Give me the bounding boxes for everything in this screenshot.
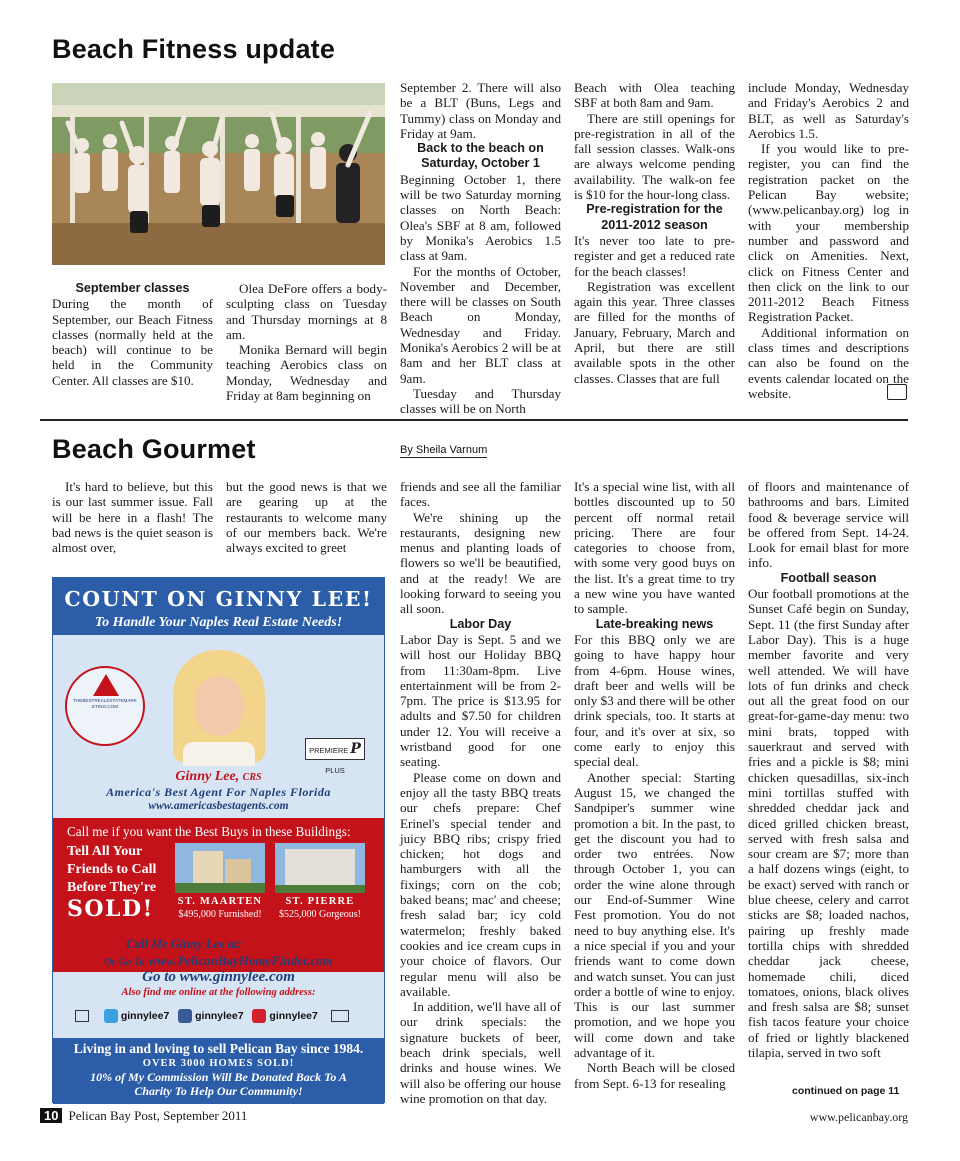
fitness-col4-para: Beach with Olea teaching SBF at both 8am and 9am.	[574, 80, 735, 111]
st-pierre-name: ST. PIERRE	[285, 896, 355, 907]
ad-subhead: To Handle Your Naples Real Estate Needs!	[94, 615, 343, 630]
mls-icon	[331, 1010, 349, 1022]
portrait-shoulders	[183, 742, 255, 766]
twitter-handle[interactable]: ginnylee7	[120, 1010, 170, 1022]
ad-footer-band	[53, 1038, 384, 1104]
equal-housing-icon	[75, 1010, 89, 1022]
call-label: Call Me Ginny Lee at:	[126, 937, 242, 951]
fitness-col3-para: Tuesday and Thursday classes will be on North	[400, 385, 561, 417]
facebook-handle[interactable]: ginnylee7	[195, 1010, 244, 1022]
fitness-class-photo	[52, 83, 385, 265]
page-footer-left	[40, 1108, 247, 1124]
fitness-col3-para: Beginning October 1, there will be two Saturday morning classes on North Beach: Olea's SBF at 8 am, followed by Monika's Aerobics 1.5 class at 9am.	[400, 171, 561, 264]
gourmet-col-3	[400, 479, 561, 1106]
gourmet-col4-para: North Beach will be closed from Sept. 6-13 for resealing	[574, 1060, 735, 1091]
st-pierre-photo	[275, 843, 365, 893]
agent-tagline: America's Best Agent For Naples Florida	[106, 785, 331, 799]
fitness-col2-para: Monika Bernard will begin teaching Aerobics class on Monday, Wednesday and Friday at 8am beginning on	[226, 342, 387, 404]
portrait-face	[195, 676, 243, 736]
fitness-col4-para: There are still openings for pre-registration in all of the fall session classes. Walk-ons are always welcome pending availability. The walk-on fee is $10 for the hour-long class.	[574, 110, 735, 203]
best-buys-line: Call me if you want the Best Buys in these Buildings:	[67, 824, 351, 839]
find-online-text: Also find me online at the following address:	[121, 987, 316, 998]
phone-number[interactable]: 591-3225	[245, 933, 311, 952]
gourmet-col4-para: It's a special wine list, with all bottles discounted up to 50 percent off normal retail pricing. There are four categories to choose from, with some very good buys on the list. It's a great time to try a new wine you have wanted to sample.	[574, 479, 735, 617]
premiere-label: PREMIERE	[309, 746, 349, 755]
fitness-col-3	[400, 80, 561, 417]
fitness-col3-para: For the months of October, November and December, there will be classes on South Beach on Monday, Wednesday and Friday. Monika's Aerobics 2 will be at 8am and her BLT class at 9am.	[400, 263, 561, 386]
fitness-col-1	[52, 281, 213, 406]
publication-name: Pelican Bay Post, September 2011	[68, 1108, 248, 1123]
sold-text: SOLD!	[67, 896, 154, 922]
social-row	[75, 1006, 365, 1026]
gourmet-col4-para: Another special: Starting August 15, we changed the Sandpiper's summer wine promotion a bit. In the past, to get the discount you had to order two entrées. Now through October 1, you can order the wine alone through our End-of-Summer Wine Fest promotion. You do not need to buy anything else. It's a nice special if you and your friends want to come down and watch sunset. You can just order a bottle of wine to enjoy. This is our last summer promotion, and we hope you will come down and take advantage of it.	[574, 769, 735, 1060]
st-maarten-name: ST. MAARTEN	[177, 896, 263, 907]
youtube-icon	[252, 1009, 266, 1023]
end-mark-icon	[887, 384, 907, 400]
footer-website[interactable]: www.pelicanbay.org	[809, 1110, 908, 1124]
premiere-plus-logo	[305, 738, 365, 775]
ad-headline: COUNT ON GINNY LEE!	[64, 587, 373, 611]
fitness-col4-para: Registration was excellent again this year. Three classes are filled for the months of January, February, March and April, but there are still available spots in the other classes. Classes that are full	[574, 278, 735, 386]
or-go-label: Or Go To	[104, 957, 145, 968]
gourmet-col5-para: Our football promotions at the Sunset Café begin on Sunday, Sept. 11 (the first Sunday after Labor Day). This is a huge member favorite and very well attended. We will have lots of fun drinks and check out all the great food on our great-for-game-day menu: two mini brats, topped with sauerkraut and served with fries and a pickle is $8; mini chicken quesadillas, six-inch mini tortillas stuffed with shredded cheddar jack and diced grilled chicken breast, served with fresh salsa and sour cream are $7; more than a half dozens wings (eight, to be exact) served with ranch or blue cheese, celery and carrot sticks are $8; loaded nachos, pairing up freshly made tortilla chips with shredded cheddar jack cheese, homemade chili, diced tomatoes, onions, black olives and fresh salsa are $8; sunset fish tacos feature your choice of fried or lightly blackened tilapia, served in two soft	[748, 586, 909, 1060]
st-maarten-price: $495,000 Furnished!	[178, 909, 262, 920]
labor-day-heading: Labor Day	[449, 616, 512, 631]
gourmet-col2-para: but the good news is that we are gearing up at the restaurants to welcome many of our members back. We're always excited to greet	[226, 479, 387, 556]
youtube-handle[interactable]: ginnylee7	[269, 1010, 318, 1022]
premiere-plus-label: PLUS	[325, 766, 345, 775]
fitness-col-4	[574, 80, 735, 406]
fitness-photo-image	[52, 83, 385, 265]
tell-friends-text: Tell All Your Friends to Call Before They're	[67, 844, 157, 895]
fitness-col2-para: Olea DeFore offers a body-sculpting class on Tuesday and Thursday mornings at 8 am.	[226, 281, 387, 342]
gourmet-col3-para: In addition, we'll have all of our drink specials: the signature buckets of beer, beach drink specials, well drinks and house wines. We will also be offering our house wine promotion on that day.	[400, 999, 561, 1106]
agent-credential: CRS	[242, 772, 262, 783]
ginny-lee-ad	[52, 577, 385, 1103]
marketing-seal	[65, 666, 145, 746]
gourmet-col3-para: Please come on down and enjoy all the tasty BBQ treats our chefs prepare: Chef Erinel's special tender and juicy BBQ ribs; crispy fried chicken; hot dogs and hamburgers with all the fixings; corn on the cob; baked beans; mac' and cheese; fresh salad bar; icy cold watermelon; freshly baked cookies and ice cream cups in your choice of flavors. Our regular menu will also be available.	[400, 769, 561, 999]
gourmet-col-2	[226, 479, 387, 559]
twitter-icon	[104, 1009, 118, 1023]
gourmet-col5-para: of floors and maintenance of bathrooms and bars. Limited food & beverage service will be offered from Sept. 14-24. Look for email blast for more info.	[748, 479, 909, 571]
st-pierre-price: $525,000 Gorgeous!	[278, 909, 362, 920]
gourmet-col3-para: We're shining up the restaurants, designing new menus and planting loads of flowers so we'll be beautified, and at the ready! We are looking forward to seeing you all soon.	[400, 509, 561, 617]
september-classes-heading: September classes	[75, 281, 190, 295]
facebook-icon	[178, 1009, 192, 1023]
fitness-title: Beach Fitness update	[52, 34, 336, 64]
byline: By Sheila Varnum	[400, 444, 488, 456]
st-maarten-photo	[175, 843, 265, 893]
agent-site-link[interactable]: www.americasbestagents.com	[148, 800, 289, 812]
agent-portrait	[173, 650, 265, 762]
homefinder-link[interactable]: www.PelicanBayHomeFinder.com	[148, 953, 333, 968]
gourmet-col4-para: For this BBQ only we are going to have happy hour from 4-6pm. House wines, draft beer and wells will be only $3 and there will be other drink specials, too. It starts at four, and it's over at six, so come early to enjoy this special deal.	[574, 631, 735, 770]
late-breaking-heading: Late-breaking news	[595, 616, 714, 631]
fitness-col3-para: September 2. There will also be a BLT (Buns, Legs and Tummy) class on Monday and Friday at 9am.	[400, 80, 561, 141]
fitness-col-2	[226, 281, 387, 406]
gourmet-col1-para: It's hard to believe, but this is our last summer issue. Fall will be here in a flash! The bad news is the quiet season is almost over,	[52, 479, 213, 556]
seal-text: THEBESTREALESTATEMARKETING.COM	[73, 698, 137, 709]
ginnylee-link[interactable]: Go to www.ginnylee.com	[142, 969, 295, 985]
fitness-col5-para: Additional information on class times and descriptions can also be found on the events calendar located on the website.	[748, 324, 909, 401]
fitness-col5-para: include Monday, Wednesday and Friday's Aerobics 2 and BLT, as well as Saturday's Aerobics 1.5.	[748, 80, 909, 141]
page-number: 10	[40, 1108, 62, 1123]
premiere-p-icon: P	[350, 741, 361, 757]
gourmet-col3-para: friends and see all the familiar faces.	[400, 479, 561, 510]
football-season-heading: Football season	[780, 570, 877, 585]
fitness-col5-para: If you would like to pre-register, you can find the registration packet on the Pelican Bay website; (www.pelicanbay.org) log in with your membership number and password and click on Amenities. Next, click on Fitness Center and then click on the link to our 2011-2012 Beach Fitness Registration Packet.	[748, 141, 909, 325]
section-divider	[40, 419, 908, 421]
continued-note: continued on page 11	[792, 1085, 900, 1097]
preregistration-heading: Pre-registration for the 2011-2012 season	[586, 202, 723, 232]
gourmet-col-5	[748, 479, 909, 1083]
agent-name: Ginny Lee,	[175, 769, 240, 784]
back-to-beach-heading: Back to the beach on Saturday, October 1	[417, 141, 544, 171]
gourmet-col-1	[52, 479, 213, 559]
living-line: Living in and loving to sell Pelican Bay since 1984.	[73, 1041, 364, 1056]
gourmet-col3-para: Labor Day is Sept. 5 and we will host our Holiday BBQ from 11:30am-8pm. Live entertainment will be from 2-7pm. The price is $13.95 for adults and $7.50 for children under 12. You will receive a wristband good for one seating.	[400, 631, 561, 770]
fitness-col-5	[748, 80, 909, 406]
september-classes-text: During the month of September, our Beach Fitness classes (normally held at the beach) will continue to be held in the Community Center. All classes are $10.	[52, 296, 213, 388]
commission-line: 10% of My Commission Will Be Donated Back To A Charity To Help Our Community!	[90, 1070, 347, 1098]
fitness-col4-para: It's never too late to pre-register and get a reduced rate for the beach classes!	[574, 232, 735, 279]
seal-logo-icon	[93, 674, 119, 696]
gourmet-title: Beach Gourmet	[52, 434, 256, 464]
homes-sold-line: OVER 3000 HOMES SOLD!	[142, 1058, 295, 1069]
gourmet-col-4	[574, 479, 735, 1101]
